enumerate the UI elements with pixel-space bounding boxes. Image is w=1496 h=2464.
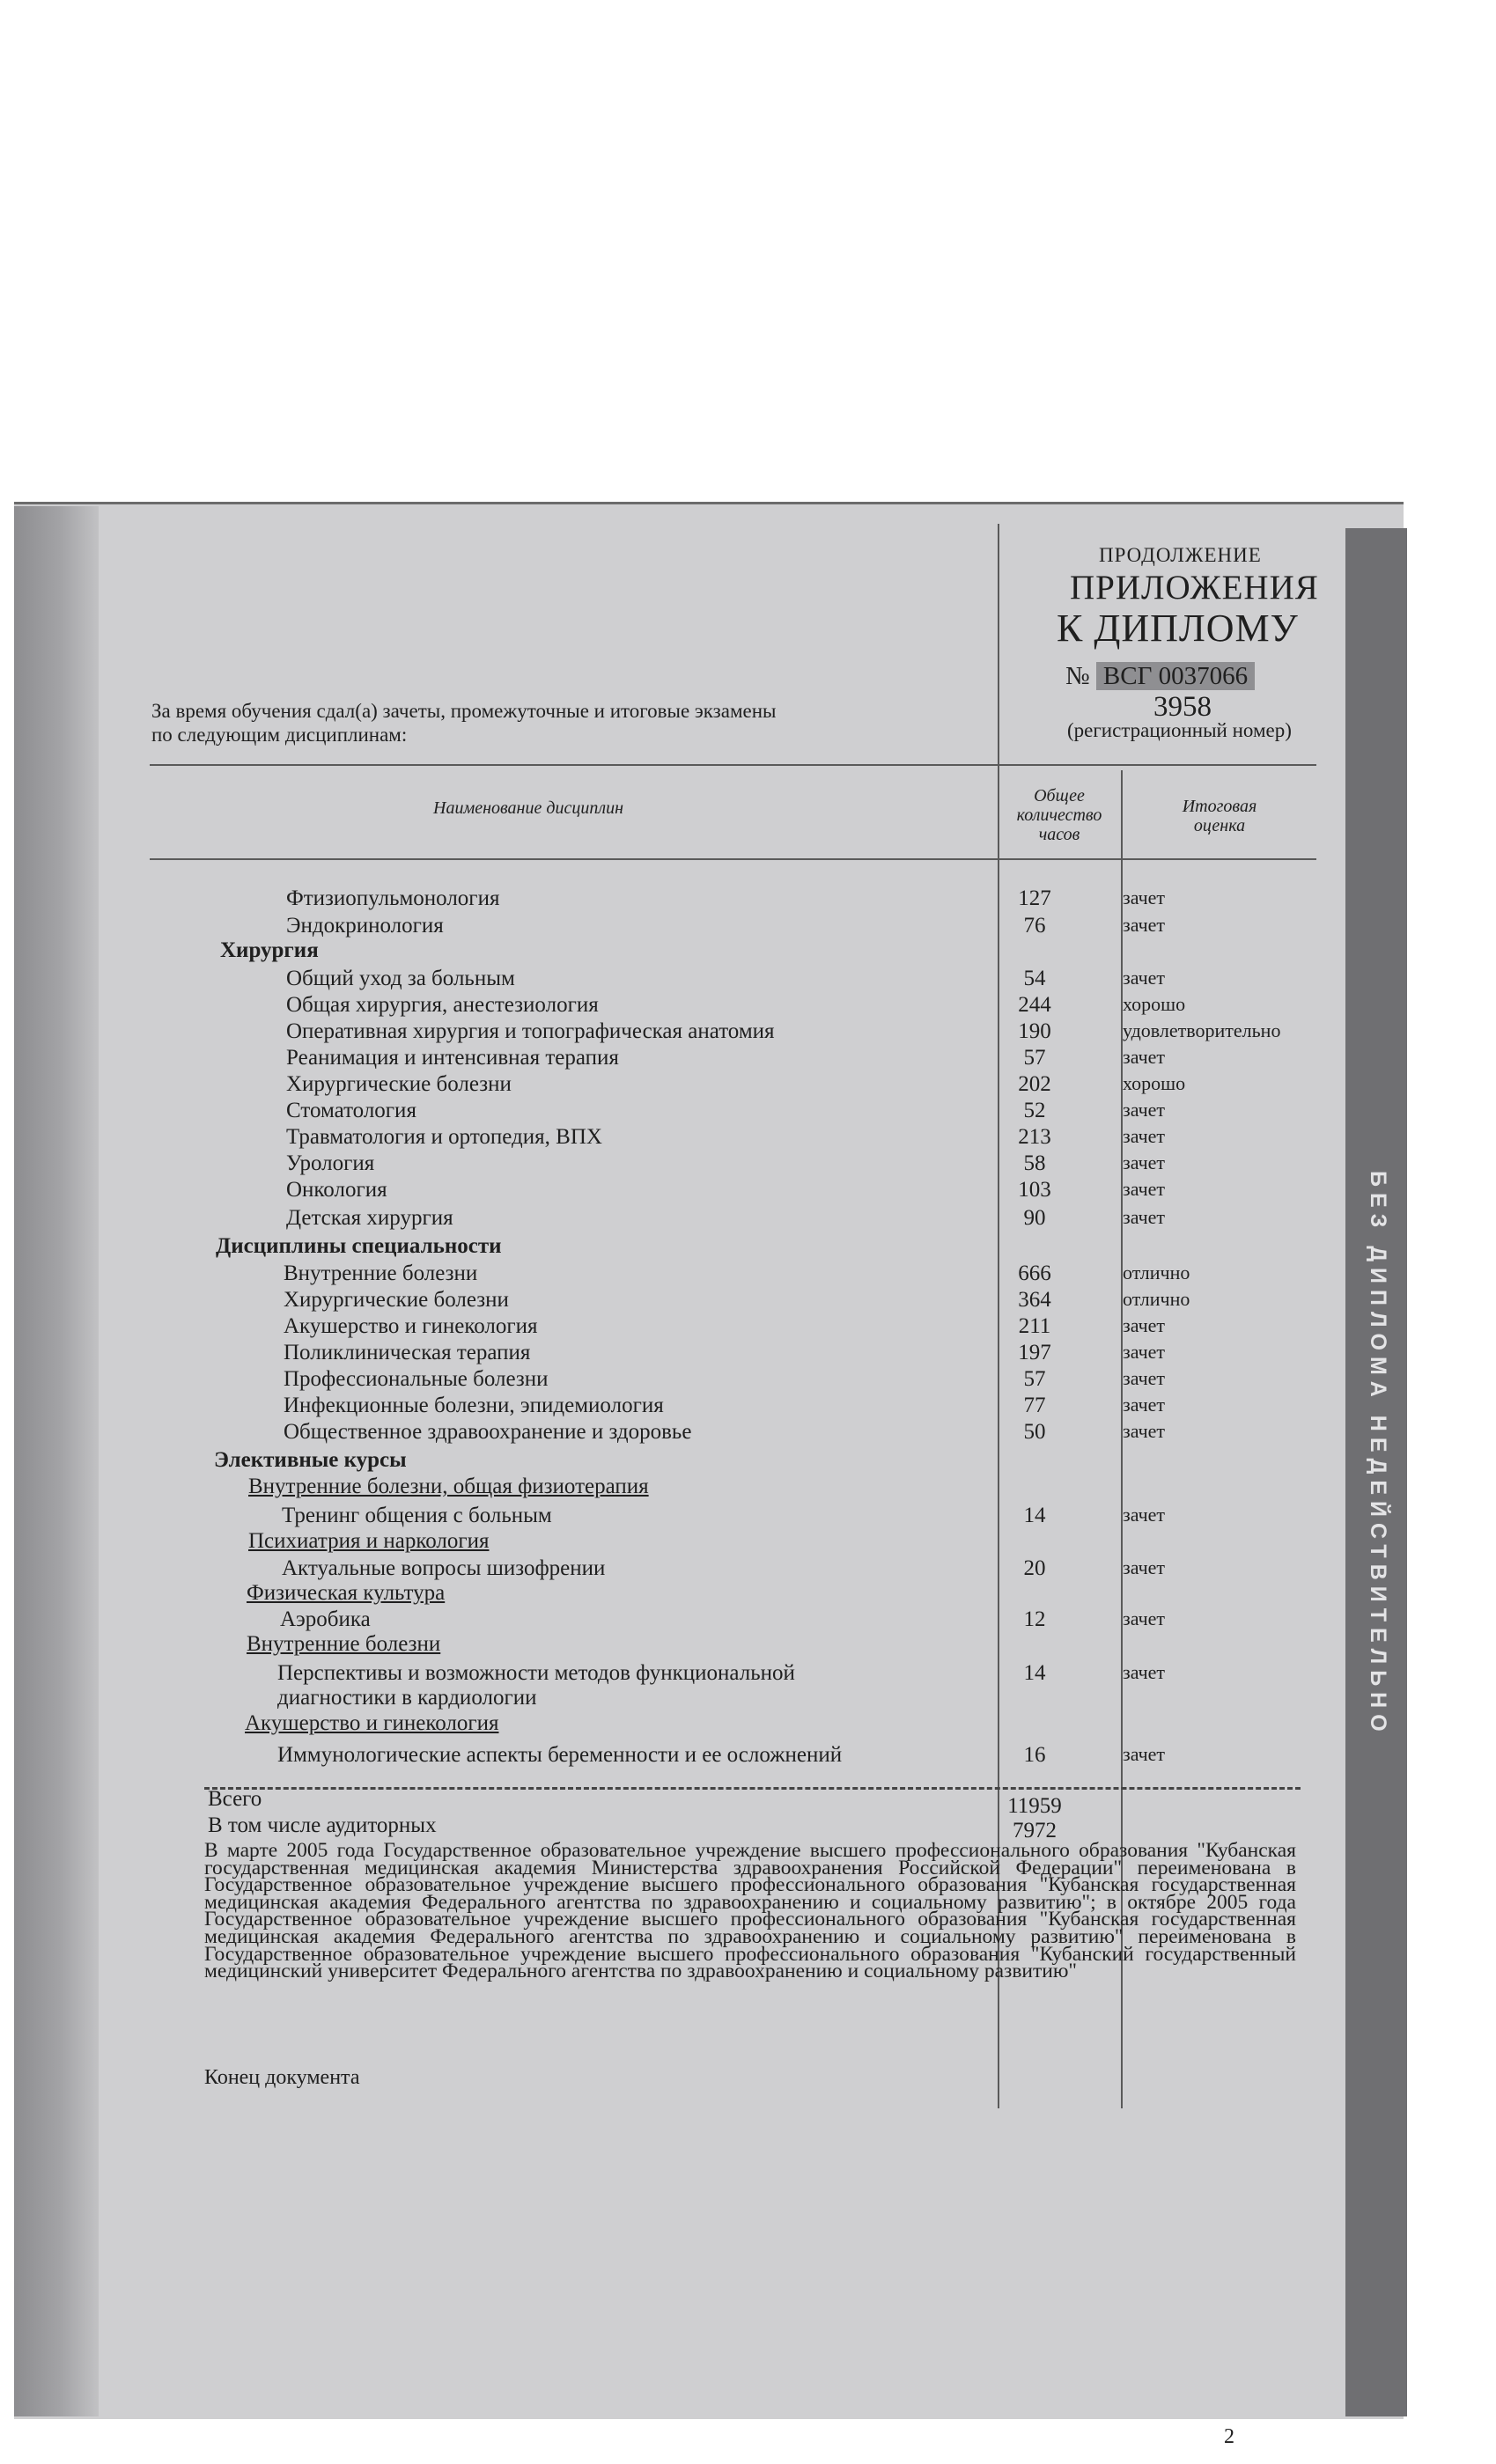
appendix-title: ПРИЛОЖЕНИЯ (1070, 569, 1319, 607)
discipline-hours: 244 (1018, 993, 1051, 1017)
registration-label: (регистрационный номер) (1067, 719, 1292, 741)
discipline-name: Общий уход за больным (286, 967, 515, 990)
discipline-name: Хирургические болезни (284, 1288, 509, 1312)
discipline-name: Общая хирургия, анестезиология (286, 993, 599, 1017)
discipline-grade: зачет (1123, 1394, 1166, 1416)
discipline-name: Внутренние болезни (284, 1261, 478, 1285)
column-header-hours (998, 786, 1121, 844)
totals-separator (204, 1787, 1301, 1790)
section-name: Хирургия (220, 938, 319, 962)
discipline-grade: зачет (1123, 1504, 1166, 1526)
discipline-name: Перспективы и возможности методов функциональной (277, 1661, 795, 1685)
discipline-grade: зачет (1123, 1099, 1166, 1121)
column-header-name: Наименование дисциплин (433, 798, 623, 818)
discipline-name: Иммунологические аспекты беременности и ее осложнений (277, 1743, 843, 1767)
discipline-grade: отлично (1123, 1288, 1190, 1310)
discipline-hours: 197 (1018, 1341, 1051, 1364)
discipline-name: Акушерство и гинекология (284, 1314, 538, 1338)
discipline-hours: 16 (1023, 1743, 1046, 1767)
discipline-grade: зачет (1123, 1178, 1166, 1200)
subsection-name: Физическая культура (247, 1581, 446, 1605)
section-name: Дисциплины специальности (216, 1234, 502, 1258)
discipline-hours: 202 (1018, 1072, 1051, 1096)
discipline-grade: зачет (1123, 1206, 1166, 1228)
discipline-name: Тренинг общения с больным (282, 1504, 552, 1527)
discipline-grade: удовлетворительно (1123, 1019, 1281, 1041)
discipline-hours: 20 (1023, 1556, 1046, 1580)
discipline-name: Оперативная хирургия и топографическая анатомия (286, 1019, 775, 1043)
discipline-grade: зачет (1123, 1556, 1166, 1578)
discipline-hours: 90 (1023, 1206, 1046, 1230)
total-label: Всего (208, 1787, 262, 1811)
auditory-hours: 7972 (1013, 1819, 1057, 1842)
discipline-hours: 211 (1018, 1314, 1051, 1338)
discipline-name: диагностики в кардиологии (277, 1686, 537, 1710)
discipline-hours: 76 (1023, 914, 1046, 938)
discipline-grade: зачет (1123, 886, 1166, 908)
hours-header-line-2: количество (1016, 805, 1102, 825)
discipline-grade: отлично (1123, 1261, 1190, 1283)
discipline-hours: 54 (1023, 967, 1046, 990)
discipline-hours: 364 (1018, 1288, 1051, 1312)
discipline-grade: зачет (1123, 1046, 1166, 1068)
discipline-grade: зачет (1123, 1743, 1166, 1765)
hours-header-line-1: Общее (1034, 786, 1085, 805)
number-prefix: № (1065, 662, 1090, 690)
column-header-grade (1127, 797, 1312, 835)
discipline-name: Актуальные вопросы шизофрении (282, 1556, 606, 1580)
discipline-name: Инфекционные болезни, эпидемиология (284, 1394, 664, 1417)
section-name: Элективные курсы (214, 1448, 407, 1472)
discipline-grade: зачет (1123, 1420, 1166, 1442)
discipline-grade: зачет (1123, 1661, 1166, 1683)
discipline-name: Аэробика (280, 1607, 371, 1631)
discipline-hours: 14 (1023, 1661, 1046, 1685)
discipline-grade: зачет (1123, 914, 1166, 936)
diploma-title: К ДИПЛОМУ (1057, 607, 1299, 650)
discipline-hours: 57 (1023, 1367, 1046, 1391)
subsection-name: Акушерство и гинекология (245, 1711, 499, 1735)
discipline-hours: 127 (1018, 886, 1051, 910)
auditory-label: В том числе аудиторных (208, 1813, 437, 1837)
page-number: 2 (1224, 2425, 1234, 2448)
diploma-number (1065, 662, 1255, 691)
header-rule (150, 764, 1316, 766)
scan-shadow (14, 506, 99, 2416)
discipline-grade: зачет (1123, 1341, 1166, 1363)
discipline-hours: 14 (1023, 1504, 1046, 1527)
discipline-grade: зачет (1123, 1367, 1166, 1389)
subsection-name: Внутренние болезни (247, 1632, 441, 1656)
discipline-hours: 77 (1023, 1394, 1046, 1417)
discipline-name: Фтизиопульмонология (286, 886, 500, 910)
total-hours: 11959 (1007, 1794, 1062, 1818)
continuation-label: ПРОДОЛЖЕНИЕ (1099, 544, 1262, 566)
discipline-grade: зачет (1123, 1607, 1166, 1629)
side-text: БЕЗ ДИПЛОМА НЕДЕЙСТВИТЕЛЬНО (1366, 1171, 1390, 1738)
end-of-document: Конец документа (204, 2066, 360, 2089)
discipline-grade: хорошо (1123, 993, 1186, 1015)
discipline-name: Онкология (286, 1178, 387, 1202)
discipline-name: Поликлиническая терапия (284, 1341, 531, 1364)
intro-line-2: по следующим дисциплинам: (151, 724, 408, 746)
discipline-name: Детская хирургия (286, 1206, 453, 1230)
discipline-hours: 103 (1018, 1178, 1051, 1202)
side-strip (1345, 528, 1407, 2416)
discipline-hours: 213 (1018, 1125, 1051, 1149)
discipline-grade: хорошо (1123, 1072, 1186, 1094)
discipline-hours: 52 (1023, 1099, 1046, 1122)
discipline-hours: 58 (1023, 1151, 1046, 1175)
discipline-hours: 50 (1023, 1420, 1046, 1444)
grade-header-line-2: оценка (1193, 816, 1246, 835)
discipline-hours: 190 (1018, 1019, 1051, 1043)
discipline-hours: 666 (1018, 1261, 1051, 1285)
discipline-grade: зачет (1123, 967, 1166, 989)
discipline-grade: зачет (1123, 1125, 1166, 1147)
registration-number: 3958 (1153, 691, 1212, 723)
rename-note: В марте 2005 года Государственное образовательное учреждение высшего профессионального образования "Кубанская государственная медицинская академия Министерства здравоохранения Российской Федерации" переименована в Государственное образовательное учреждение высшего профессионального образования "Кубанская государственная медицинская академия Федерального агентства по здравоохранению и социальному развитию"; в октябре 2005 года Государственное образовательное учреждение высшего профессионального образования "Кубанская государственная медицинская академия Федерального агентства по здравоохранению и социальному развитию" переименована в Государственное образовательное учреждение высшего профессионального образования "Кубанский государственный медицинский университет Федерального агентства по здравоохранению и социальному развитию" (204, 1839, 1296, 1983)
discipline-grade: зачет (1123, 1314, 1166, 1336)
subsection-name: Внутренние болезни, общая физиотерапия (248, 1475, 649, 1498)
column-header-rule (150, 858, 1316, 860)
discipline-name: Стоматология (286, 1099, 416, 1122)
intro-line-1: За время обучения сдал(а) зачеты, промежуточные и итоговые экзамены (151, 700, 777, 722)
discipline-name: Эндокринология (286, 914, 444, 938)
discipline-name: Хирургические болезни (286, 1072, 512, 1096)
discipline-name: Травматология и ортопедия, ВПХ (286, 1125, 602, 1149)
discipline-name: Общественное здравоохранение и здоровье (284, 1420, 692, 1444)
discipline-name: Профессиональные болезни (284, 1367, 549, 1391)
discipline-name: Реанимация и интенсивная терапия (286, 1046, 619, 1070)
hours-header-line-3: часов (1038, 825, 1080, 844)
diploma-series-number: ВСГ 0037066 (1096, 662, 1255, 690)
discipline-hours: 12 (1023, 1607, 1046, 1631)
discipline-grade: зачет (1123, 1151, 1166, 1173)
discipline-name: Урология (286, 1151, 375, 1175)
discipline-hours: 57 (1023, 1046, 1046, 1070)
grade-header-line-1: Итоговая (1182, 797, 1257, 816)
subsection-name: Психиатрия и наркология (248, 1529, 490, 1553)
